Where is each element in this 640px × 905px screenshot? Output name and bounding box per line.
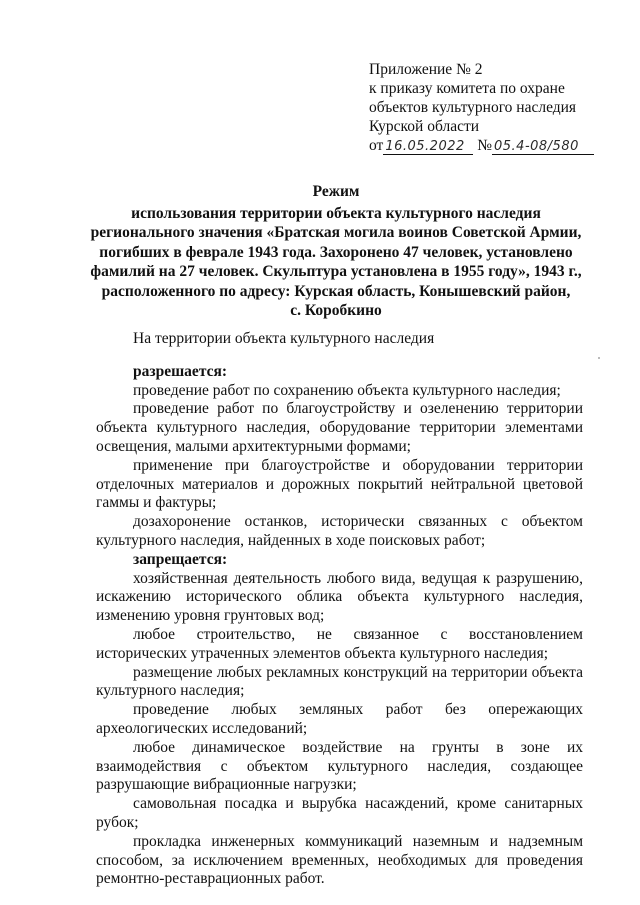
document-body [96, 330, 583, 889]
prohibited-item: любое динамическое воздействие на грунты в зоне их взаимодействия с объектом культурного наследия, создающее разрушающие вибрационные нагрузки; [96, 738, 583, 794]
date-prefix: от [369, 137, 384, 154]
allowed-item: дозахоронение останков, исторически связанных с объектом культурного наследия, найденных в ходе поисковых работ; [96, 513, 583, 549]
scan-speck [598, 357, 600, 359]
committee-name-line: объектов культурного наследия [369, 99, 577, 116]
prohibited-item: проведение любых земляных работ без опережающих археологических исследований; [96, 701, 583, 737]
prohibited-item: хозяйственная деятельность любого вида, ведущая к разрушению, искажению исторического облика объекта культурного наследия, изменению уровня грунтовых вод; [96, 569, 583, 625]
allowed-item: применение при благоустройстве и оборудовании территории отделочных материалов и дорожных покрытий нейтральной цветовой гаммы и фактуры; [96, 456, 583, 512]
region-name-line: Курской области [369, 118, 480, 135]
title-line: фамилий на 27 человек. Скульптура установлена в 1955 году», 1943 г., [90, 263, 582, 280]
appendix-number: Приложение № 2 [369, 61, 483, 78]
appendix-header [369, 60, 619, 155]
title-line: с. Коробкино [290, 302, 382, 319]
title-heading: Режим [312, 183, 360, 200]
prohibited-item: размещение любых рекламных конструкций на территории объекта культурного наследия; [96, 663, 583, 700]
prohibited-item: самовольная посадка и вырубка насаждений, кроме санитарных рубок; [96, 795, 583, 831]
handwritten-order-number: 05.4-08/580 [492, 140, 594, 155]
prohibited-section-label: запрещается: [133, 550, 228, 568]
title-line: погибших в феврале 1943 года. Захоронено 47 человек, установлено [99, 243, 573, 261]
intro-paragraph: На территории объекта культурного наследия [133, 330, 435, 347]
allowed-section-label: разрешается: [133, 362, 228, 380]
handwritten-date: 16.05.2022 [383, 140, 473, 155]
title-line: регионального значения «Братская могила воинов Советской Армии, [90, 224, 582, 241]
title-line: расположенного по адресу: Курская область, Конышевский район, [101, 282, 571, 300]
number-prefix: № [477, 137, 492, 154]
order-date-number-line [369, 136, 619, 155]
prohibited-item: любое строительство, не связанное с восстановлением исторических утраченных элементов объекта культурного наследия; [96, 625, 583, 662]
allowed-item: проведение работ по благоустройству и озеленению территории объекта культурного наследия, оборудование территории элементами освещения, малыми архитектурными формами; [96, 400, 583, 455]
order-reference-line: к приказу комитета по охране [369, 80, 565, 97]
prohibited-item: прокладка инженерных коммуникаций наземным и надземным способом, за исключением временных, необходимых для проведения ремонтно-реставрационных работ. [96, 832, 583, 888]
title-line: использования территории объекта культурного наследия [131, 204, 541, 222]
allowed-item: проведение работ по сохранению объекта культурного наследия; [133, 381, 561, 399]
document-title [60, 182, 612, 321]
